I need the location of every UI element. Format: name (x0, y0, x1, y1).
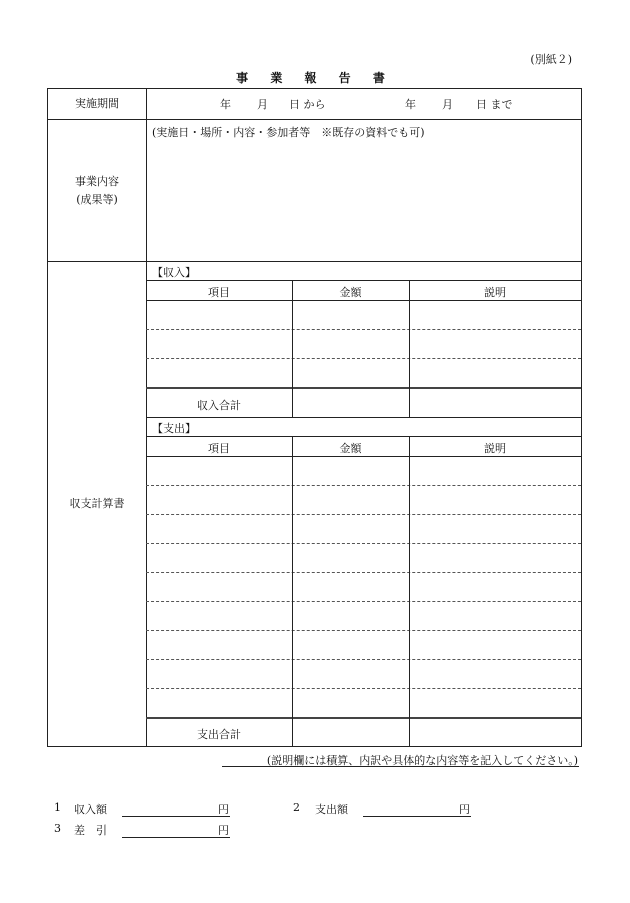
income-row-divider (146, 358, 581, 359)
period-end-month: 月 (442, 98, 453, 111)
content-row-bottom (48, 261, 581, 262)
income-total-label: 収入合計 (197, 399, 241, 412)
income-total-divider (146, 387, 581, 389)
content-input-area[interactable] (147, 139, 580, 259)
income-col-divider (292, 280, 293, 417)
footnote: (説明欄には積算、内訳や具体的な内容等を記入してください。) (266, 754, 578, 767)
expense-col-amount: 金額 (339, 442, 362, 455)
expense-row-divider (146, 572, 581, 573)
income-header-bottom (146, 280, 581, 281)
period-end-year: 年 (405, 98, 416, 111)
content-label-line1: 事業内容 (75, 175, 119, 188)
expense-header: 【支出】 (152, 422, 196, 435)
expense-col-divider (292, 436, 293, 746)
expense-row-divider (146, 659, 581, 660)
period-label: 実施期間 (75, 97, 119, 110)
summary-item1-field[interactable] (122, 816, 230, 817)
income-col-amount: 金額 (339, 286, 362, 299)
summary-item2-yen: 円 (459, 803, 470, 816)
summary-item3-yen: 円 (218, 824, 229, 837)
expense-col-desc: 説明 (484, 442, 506, 455)
footnote-underline (222, 766, 579, 767)
expense-total-label: 支出合計 (197, 728, 241, 741)
expense-total-divider (146, 717, 581, 719)
content-label-line2: (成果等) (76, 193, 118, 206)
expense-colhead-bottom (146, 456, 581, 457)
annex-label: (別紙２) (530, 53, 572, 66)
income-col-divider (409, 280, 410, 417)
summary-item3-num: 3 (54, 822, 61, 835)
period-end-day: 日 まで (476, 98, 513, 111)
income-section-bottom (146, 417, 581, 418)
income-row-divider (146, 329, 581, 330)
summary-item1-label: 収入額 (74, 803, 107, 816)
expense-row-divider (146, 601, 581, 602)
expense-row-divider (146, 543, 581, 544)
period-start-month: 月 (257, 98, 268, 111)
income-col-item: 項目 (208, 286, 230, 299)
income-header: 【収入】 (152, 266, 196, 279)
report-form (47, 88, 582, 747)
income-colhead-bottom (146, 300, 581, 301)
page-title: 事 業 報 告 書 (236, 71, 394, 85)
expense-header-bottom (146, 436, 581, 437)
expense-col-item: 項目 (208, 442, 230, 455)
summary-item2-num: 2 (293, 801, 300, 814)
expense-row-divider (146, 485, 581, 486)
income-col-desc: 説明 (484, 286, 506, 299)
summary-item2-field[interactable] (363, 816, 471, 817)
expense-row-divider (146, 514, 581, 515)
expense-row-divider (146, 630, 581, 631)
summary-item1-yen: 円 (218, 803, 229, 816)
period-row-bottom (48, 119, 581, 120)
content-hint: (実施日・場所・内容・参加者等 ※既存の資料でも可) (152, 126, 425, 139)
expense-row-divider (146, 688, 581, 689)
period-start-day: 日 から (289, 98, 326, 111)
summary-item2-label: 支出額 (315, 803, 348, 816)
budget-label: 収支計算書 (69, 497, 125, 510)
expense-col-divider (409, 436, 410, 746)
summary-item3-label: 差 引 (74, 824, 107, 837)
period-start-year: 年 (220, 98, 231, 111)
summary-item3-field[interactable] (122, 837, 230, 838)
summary-item1-num: 1 (54, 801, 61, 814)
